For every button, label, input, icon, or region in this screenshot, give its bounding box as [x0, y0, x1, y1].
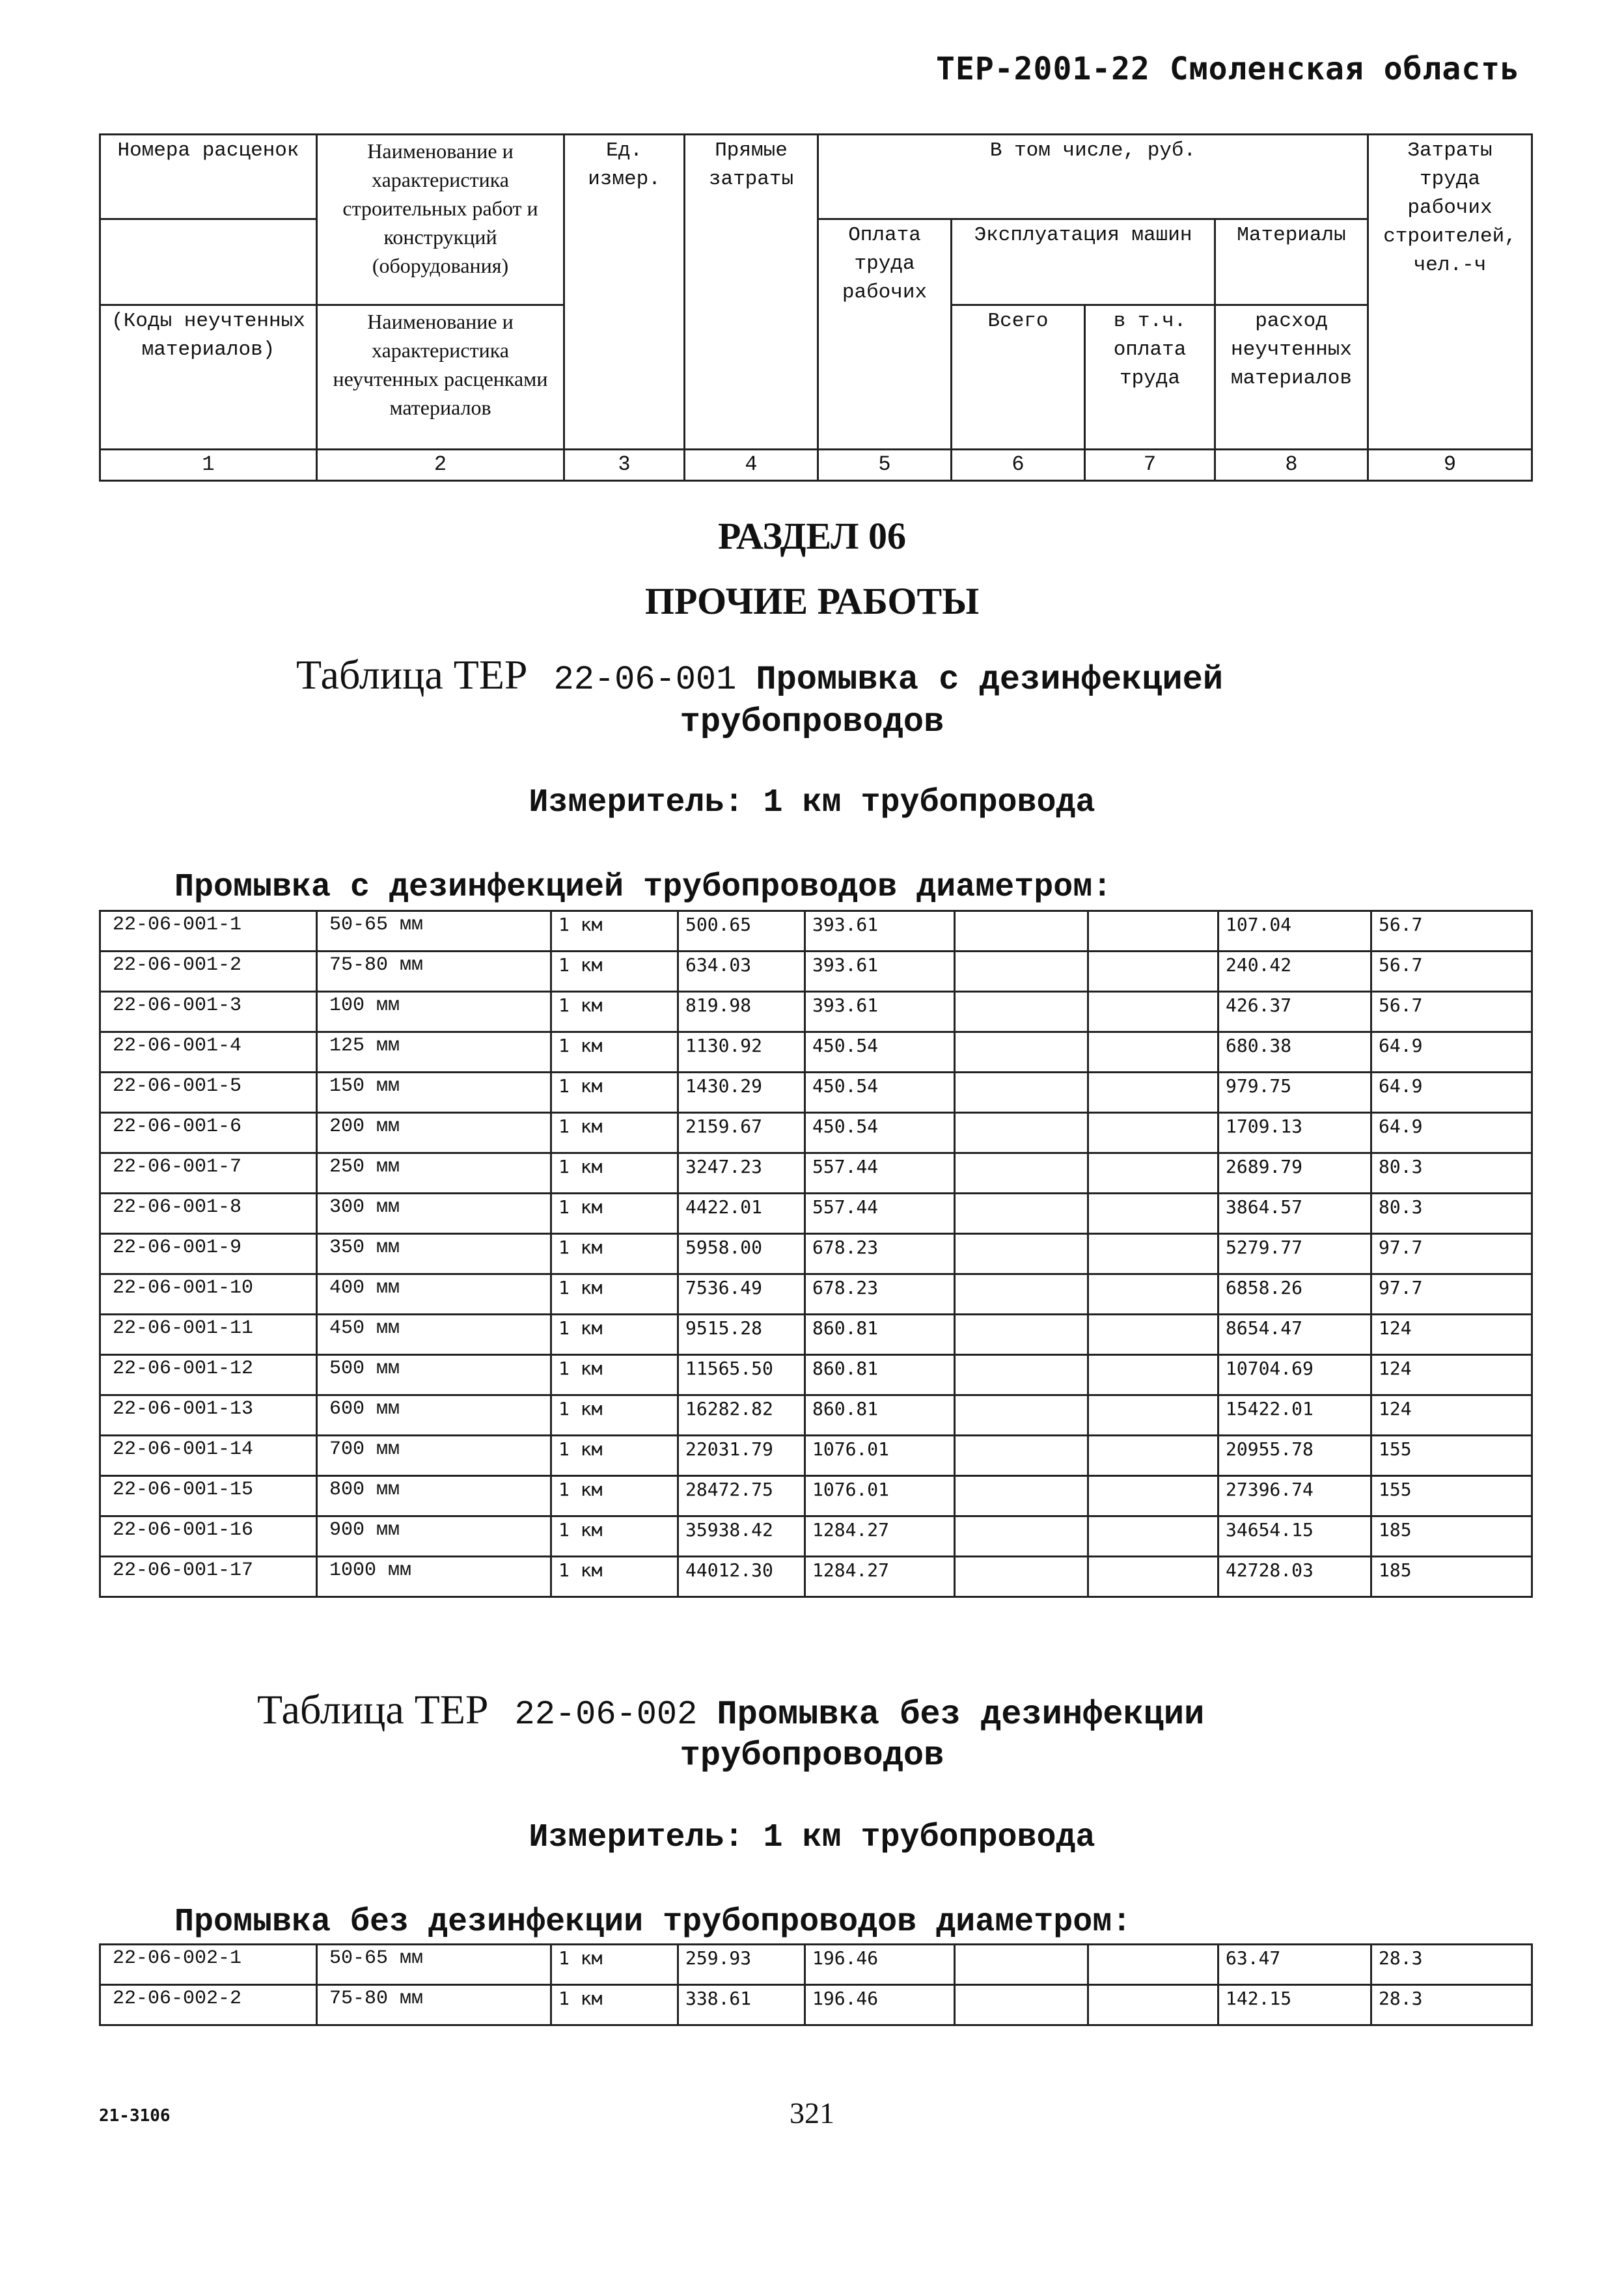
table-cell: [1088, 911, 1218, 952]
table-cell: 34654.15: [1218, 1516, 1371, 1557]
table-cell: 500.65: [678, 911, 805, 952]
table-cell: 56.7: [1371, 992, 1532, 1032]
table-row: [100, 1945, 1532, 1985]
table-cell: 860.81: [805, 1315, 955, 1355]
table-row: [100, 1113, 1532, 1153]
table-cell: 1430.29: [678, 1073, 805, 1113]
table2-subheading: Промывка без дезинфекции трубопроводов диаметром:: [174, 1904, 1132, 1941]
table-cell: 64.9: [1371, 1113, 1532, 1153]
table-cell: [955, 1945, 1088, 1985]
table-row: [100, 992, 1532, 1032]
table-cell: [1088, 1032, 1218, 1073]
table-cell: 50-65 мм: [317, 911, 551, 952]
table-cell: [955, 1436, 1088, 1476]
table-cell: 97.7: [1371, 1274, 1532, 1315]
table2-name: Промывка без дезинфекции: [717, 1695, 1205, 1734]
table-cell: 1284.27: [805, 1516, 955, 1557]
col-header-machines-total: Всего: [952, 305, 1085, 450]
table-cell: 2159.67: [678, 1113, 805, 1153]
col-header-rate-numbers: Номера расценок: [100, 135, 317, 219]
col-header-including-group: В том числе, руб.: [818, 135, 1368, 219]
table-cell: 1 км: [551, 1234, 678, 1274]
section-subtitle: ПРОЧИЕ РАБОТЫ: [644, 580, 980, 622]
table-cell: 124: [1371, 1355, 1532, 1395]
table-row: [100, 952, 1532, 992]
table-cell: 393.61: [805, 952, 955, 992]
table-cell: 28472.75: [678, 1476, 805, 1516]
col-header-machines-pay: в т.ч. оплата труда: [1085, 305, 1215, 450]
footer-code: 21-3106: [99, 2106, 171, 2126]
table-cell: 27396.74: [1218, 1476, 1371, 1516]
table-cell: [955, 1274, 1088, 1315]
table-cell: 22-06-001-13: [100, 1395, 317, 1436]
table2-measure: Измеритель: 1 км трубопровода: [529, 1819, 1095, 1856]
table-cell: 557.44: [805, 1153, 955, 1194]
table-cell: [1088, 1436, 1218, 1476]
table-cell: 1 км: [551, 1557, 678, 1597]
table-cell: 9515.28: [678, 1315, 805, 1355]
table-cell: 22-06-001-11: [100, 1315, 317, 1355]
table-cell: [1088, 1274, 1218, 1315]
table-cell: 240.42: [1218, 952, 1371, 992]
table-cell: 125 мм: [317, 1032, 551, 1073]
col-number: 1: [100, 450, 317, 481]
table-row: [100, 1153, 1532, 1194]
table-cell: 22-06-001-1: [100, 911, 317, 952]
table-row: [100, 1476, 1532, 1516]
table-cell: 600 мм: [317, 1395, 551, 1436]
table-cell: 2689.79: [1218, 1153, 1371, 1194]
table-cell: 155: [1371, 1436, 1532, 1476]
table-cell: 5279.77: [1218, 1234, 1371, 1274]
table-cell: 1 км: [551, 1032, 678, 1073]
table-cell: 860.81: [805, 1395, 955, 1436]
table-cell: [1088, 1153, 1218, 1194]
table-cell: 450.54: [805, 1032, 955, 1073]
table1-heading: [296, 651, 1223, 699]
table-cell: 1 км: [551, 952, 678, 992]
table-cell: [955, 1557, 1088, 1597]
table-cell: 800 мм: [317, 1476, 551, 1516]
table1-data: [99, 910, 1533, 1598]
table-cell: 393.61: [805, 911, 955, 952]
col-header-unit: Ед. измер.: [564, 135, 685, 450]
table-cell: 185: [1371, 1557, 1532, 1597]
table-row: [100, 1557, 1532, 1597]
table1-code: 22-06-001: [553, 661, 737, 699]
col-header-material-consumption: расход неучтенных материалов: [1215, 305, 1368, 450]
table-cell: [955, 911, 1088, 952]
table-cell: 64.9: [1371, 1032, 1532, 1073]
document-header-title: ТЕР-2001-22 Смоленская область: [936, 51, 1520, 87]
col-header-labor: Затраты труда рабочих строителей, чел.-ч: [1368, 135, 1532, 450]
table-cell: 35938.42: [678, 1516, 805, 1557]
table-cell: 22-06-001-17: [100, 1557, 317, 1597]
table-cell: [1088, 1945, 1218, 1985]
table-cell: 200 мм: [317, 1113, 551, 1153]
table-cell: [955, 1315, 1088, 1355]
table-cell: 5958.00: [678, 1234, 805, 1274]
table-cell: 22-06-001-7: [100, 1153, 317, 1194]
table-cell: 1000 мм: [317, 1557, 551, 1597]
table-cell: 1 км: [551, 1274, 678, 1315]
col-number: 7: [1085, 450, 1215, 481]
col-number: 5: [818, 450, 952, 481]
col-header-machines: Эксплуатация машин: [952, 219, 1215, 305]
table-cell: 250 мм: [317, 1153, 551, 1194]
table-cell: 196.46: [805, 1945, 955, 1985]
table-cell: 22-06-001-3: [100, 992, 317, 1032]
table-cell: 22-06-002-2: [100, 1985, 317, 2025]
table-cell: 107.04: [1218, 911, 1371, 952]
table-cell: [1088, 1194, 1218, 1234]
table-cell: 1 км: [551, 1355, 678, 1395]
table-cell: 678.23: [805, 1234, 955, 1274]
table-cell: [955, 1234, 1088, 1274]
col-number: 2: [317, 450, 564, 481]
table-cell: 142.15: [1218, 1985, 1371, 2025]
table-cell: [955, 1073, 1088, 1113]
table-row: [100, 1234, 1532, 1274]
table-cell: [1088, 1113, 1218, 1153]
table-row: [100, 1395, 1532, 1436]
table-cell: 28.3: [1371, 1985, 1532, 2025]
table-cell: 1 км: [551, 992, 678, 1032]
table-cell: [1088, 1516, 1218, 1557]
table-cell: 15422.01: [1218, 1395, 1371, 1436]
table-cell: 185: [1371, 1516, 1532, 1557]
table-cell: 700 мм: [317, 1436, 551, 1476]
table-cell: 1 км: [551, 1395, 678, 1436]
table-cell: 450.54: [805, 1113, 955, 1153]
table-cell: [1088, 1557, 1218, 1597]
table-cell: [1088, 1476, 1218, 1516]
table-cell: 680.38: [1218, 1032, 1371, 1073]
table-cell: 450.54: [805, 1073, 955, 1113]
table-cell: 97.7: [1371, 1234, 1532, 1274]
table-row: [100, 1315, 1532, 1355]
table-row: [100, 1073, 1532, 1113]
table-cell: 1 км: [551, 1516, 678, 1557]
table-cell: 22-06-001-16: [100, 1516, 317, 1557]
table-row: [100, 911, 1532, 952]
table-cell: [1088, 1985, 1218, 2025]
col-header-worker-pay: Оплата труда рабочих: [818, 219, 952, 450]
table-cell: [955, 1355, 1088, 1395]
table-cell: 1130.92: [678, 1032, 805, 1073]
table-row: [100, 1436, 1532, 1476]
table-cell: 350 мм: [317, 1234, 551, 1274]
col-header-work-name: Наименование и характеристика строительных работ и конструкций (оборудования): [317, 135, 564, 305]
table-cell: [1088, 1073, 1218, 1113]
table-cell: 64.9: [1371, 1073, 1532, 1113]
table-cell: 450 мм: [317, 1315, 551, 1355]
table-cell: 8654.47: [1218, 1315, 1371, 1355]
table-cell: 22-06-001-10: [100, 1274, 317, 1315]
table-cell: 338.61: [678, 1985, 805, 2025]
table-cell: 22-06-001-2: [100, 952, 317, 992]
table-cell: 819.98: [678, 992, 805, 1032]
section-title: РАЗДЕЛ 06: [717, 515, 907, 557]
table-cell: 6858.26: [1218, 1274, 1371, 1315]
table-cell: 1 км: [551, 1153, 678, 1194]
col-header-blank: [100, 219, 317, 305]
table2-code: 22-06-002: [514, 1695, 698, 1734]
table-cell: [1088, 1395, 1218, 1436]
table-cell: 22-06-001-12: [100, 1355, 317, 1395]
table-cell: 22-06-001-9: [100, 1234, 317, 1274]
table-cell: [1088, 1234, 1218, 1274]
table-cell: 75-80 мм: [317, 1985, 551, 2025]
table-cell: 80.3: [1371, 1153, 1532, 1194]
table-cell: 259.93: [678, 1945, 805, 1985]
col-header-material-codes: (Коды неучтенных материалов): [100, 305, 317, 450]
table-cell: 1 км: [551, 1073, 678, 1113]
col-number: 4: [685, 450, 818, 481]
table-cell: [955, 1516, 1088, 1557]
table1-label: Таблица ТЕР: [296, 651, 528, 698]
table-cell: 3864.57: [1218, 1194, 1371, 1234]
table-cell: 50-65 мм: [317, 1945, 551, 1985]
col-header-material-name: Наименование и характеристика неучтенных расценками материалов: [317, 305, 564, 450]
table-cell: 979.75: [1218, 1073, 1371, 1113]
table-row: [100, 1194, 1532, 1234]
table-cell: 124: [1371, 1395, 1532, 1436]
table-cell: 393.61: [805, 992, 955, 1032]
table-cell: 16282.82: [678, 1395, 805, 1436]
table-cell: 80.3: [1371, 1194, 1532, 1234]
table-cell: 1284.27: [805, 1557, 955, 1597]
table-cell: [955, 1153, 1088, 1194]
table-cell: 557.44: [805, 1194, 955, 1234]
table-cell: [1088, 992, 1218, 1032]
col-header-direct-costs: Прямые затраты: [685, 135, 818, 450]
table-cell: 1076.01: [805, 1476, 955, 1516]
table-cell: 500 мм: [317, 1355, 551, 1395]
table-row: [100, 1032, 1532, 1073]
table-row: [100, 1516, 1532, 1557]
table-cell: 22-06-001-6: [100, 1113, 317, 1153]
table-cell: 22031.79: [678, 1436, 805, 1476]
table-row: [100, 1274, 1532, 1315]
table-cell: 1 км: [551, 1315, 678, 1355]
table-cell: 22-06-002-1: [100, 1945, 317, 1985]
table-cell: 22-06-001-4: [100, 1032, 317, 1073]
table-cell: [955, 952, 1088, 992]
table-cell: 196.46: [805, 1985, 955, 2025]
table-cell: 63.47: [1218, 1945, 1371, 1985]
table-cell: 678.23: [805, 1274, 955, 1315]
col-number: 6: [952, 450, 1085, 481]
table-cell: 1 км: [551, 1194, 678, 1234]
table-cell: 1 км: [551, 1436, 678, 1476]
col-number: 9: [1368, 450, 1532, 481]
table-cell: 400 мм: [317, 1274, 551, 1315]
table-cell: [1088, 1355, 1218, 1395]
table1-name-cont: трубопроводов: [680, 703, 944, 741]
table-cell: 20955.78: [1218, 1436, 1371, 1476]
table-cell: [955, 1985, 1088, 2025]
table-cell: 900 мм: [317, 1516, 551, 1557]
table-cell: 426.37: [1218, 992, 1371, 1032]
column-header-table: [99, 133, 1533, 482]
page-number: 321: [790, 2096, 834, 2130]
table2-heading: [257, 1686, 1204, 1734]
table-cell: [1088, 952, 1218, 992]
col-header-materials: Материалы: [1215, 219, 1368, 305]
table-cell: 22-06-001-5: [100, 1073, 317, 1113]
table-cell: 75-80 мм: [317, 952, 551, 992]
table-cell: 56.7: [1371, 952, 1532, 992]
table-cell: 860.81: [805, 1355, 955, 1395]
table-row: [100, 1355, 1532, 1395]
table-cell: 3247.23: [678, 1153, 805, 1194]
table-cell: 1 км: [551, 1985, 678, 2025]
table-cell: [955, 992, 1088, 1032]
table-cell: 11565.50: [678, 1355, 805, 1395]
table1-measure: Измеритель: 1 км трубопровода: [529, 784, 1095, 821]
table-cell: [955, 1395, 1088, 1436]
table2-label: Таблица ТЕР: [257, 1686, 489, 1733]
table-cell: 22-06-001-8: [100, 1194, 317, 1234]
table-cell: [1088, 1315, 1218, 1355]
table-cell: 1 км: [551, 1113, 678, 1153]
table-cell: 42728.03: [1218, 1557, 1371, 1597]
table-cell: 155: [1371, 1476, 1532, 1516]
table-cell: 150 мм: [317, 1073, 551, 1113]
col-number: 3: [564, 450, 685, 481]
table-cell: 100 мм: [317, 992, 551, 1032]
table2-name-cont: трубопроводов: [680, 1736, 944, 1775]
table-cell: 1 км: [551, 911, 678, 952]
table-cell: 10704.69: [1218, 1355, 1371, 1395]
table-cell: 7536.49: [678, 1274, 805, 1315]
table-cell: 44012.30: [678, 1557, 805, 1597]
table-cell: 1 км: [551, 1476, 678, 1516]
table-cell: 22-06-001-15: [100, 1476, 317, 1516]
table-cell: 124: [1371, 1315, 1532, 1355]
table-cell: 22-06-001-14: [100, 1436, 317, 1476]
table-cell: 4422.01: [678, 1194, 805, 1234]
table-row: [100, 1985, 1532, 2025]
table1-subheading: Промывка с дезинфекцией трубопроводов диаметром:: [174, 869, 1112, 906]
table-cell: 28.3: [1371, 1945, 1532, 1985]
table-cell: 1 км: [551, 1945, 678, 1985]
table-cell: 56.7: [1371, 911, 1532, 952]
table1-name: Промывка с дезинфекцией: [756, 661, 1224, 699]
table-cell: 300 мм: [317, 1194, 551, 1234]
table-cell: 1076.01: [805, 1436, 955, 1476]
table-cell: [955, 1194, 1088, 1234]
table-cell: 634.03: [678, 952, 805, 992]
table-cell: 1709.13: [1218, 1113, 1371, 1153]
table-cell: [955, 1476, 1088, 1516]
table2-data: [99, 1943, 1533, 2026]
col-number: 8: [1215, 450, 1368, 481]
table-cell: [955, 1113, 1088, 1153]
table-cell: [955, 1032, 1088, 1073]
